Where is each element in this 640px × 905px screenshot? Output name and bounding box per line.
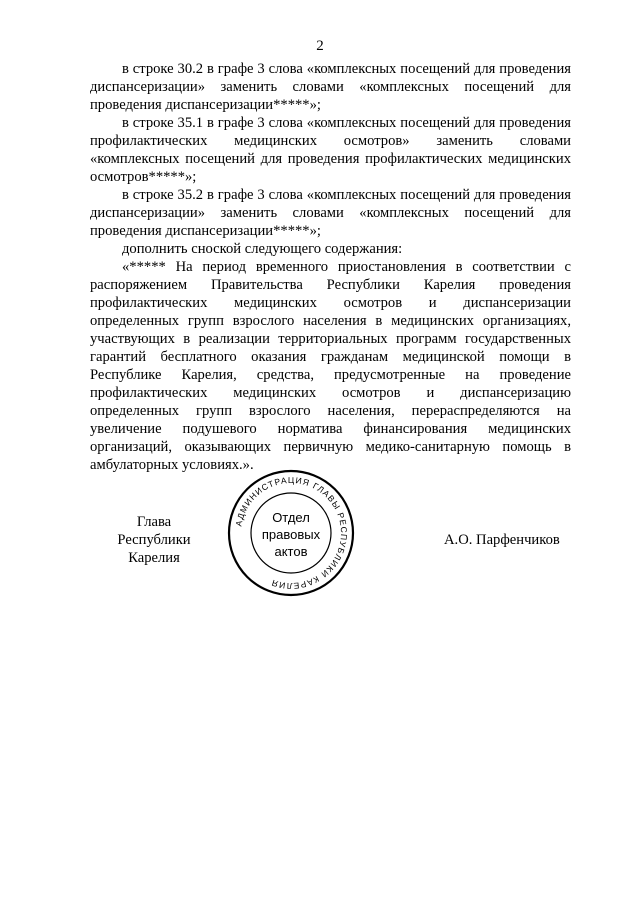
paragraph: в строке 35.2 в графе 3 слова «комплексных посещений для проведения диспансеризации» заменить словами «комплексных посещений для проведения диспансеризации*****»; bbox=[90, 187, 571, 239]
page-number: 2 bbox=[316, 38, 324, 54]
stamp-ring-text: АДМИНИСТРАЦИЯ ГЛАВЫ РЕСПУБЛИКИ КАРЕЛИЯ bbox=[233, 474, 350, 592]
paragraph: дополнить сноской следующего содержания: bbox=[122, 241, 403, 257]
signatory-title-line: Глава bbox=[136, 514, 172, 530]
stamp-line: актов bbox=[274, 544, 308, 559]
footnote-paragraph: «***** На период временного приостановления в соответствии с распоряжением Правительства Республики Карелия проведения профилактических медицинских осмотров и диспансеризации определенных групп взрослого населения в медицинских организациях, участвующих в реализации территориальных программ государственных гарантий бесплатного оказания гражданам медицинской помощи в Республике Карелия, средства, предусмотренные на проведение профилактических медицинских осмотров и диспансеризацию определенных групп взрослого населения, перераспределяются на увеличение подушевого норматива финансирования медицинских организаций, оказывающих первичную медико-санитарную помощь в амбулаторных условиях.». bbox=[90, 259, 571, 473]
stamp-seal bbox=[226, 468, 356, 598]
paragraph: в строке 35.1 в графе 3 слова «комплексных посещений для проведения профилактических медицинских осмотров» заменить словами «комплексных посещений для проведения профилактических медицинских осмотров*****»; bbox=[90, 115, 571, 185]
signatory-title-line: Республики Карелия bbox=[117, 532, 191, 566]
stamp-line: правовых bbox=[261, 527, 321, 542]
signatory-title bbox=[90, 513, 218, 567]
paragraph: в строке 30.2 в графе 3 слова «комплексных посещений для проведения диспансеризации» заменить словами «комплексных посещений для проведения диспансеризации*****»; bbox=[90, 61, 571, 113]
signatory-name: А.О. Парфенчиков bbox=[444, 532, 560, 548]
stamp-line: Отдел bbox=[272, 510, 310, 525]
document-body bbox=[90, 60, 571, 474]
